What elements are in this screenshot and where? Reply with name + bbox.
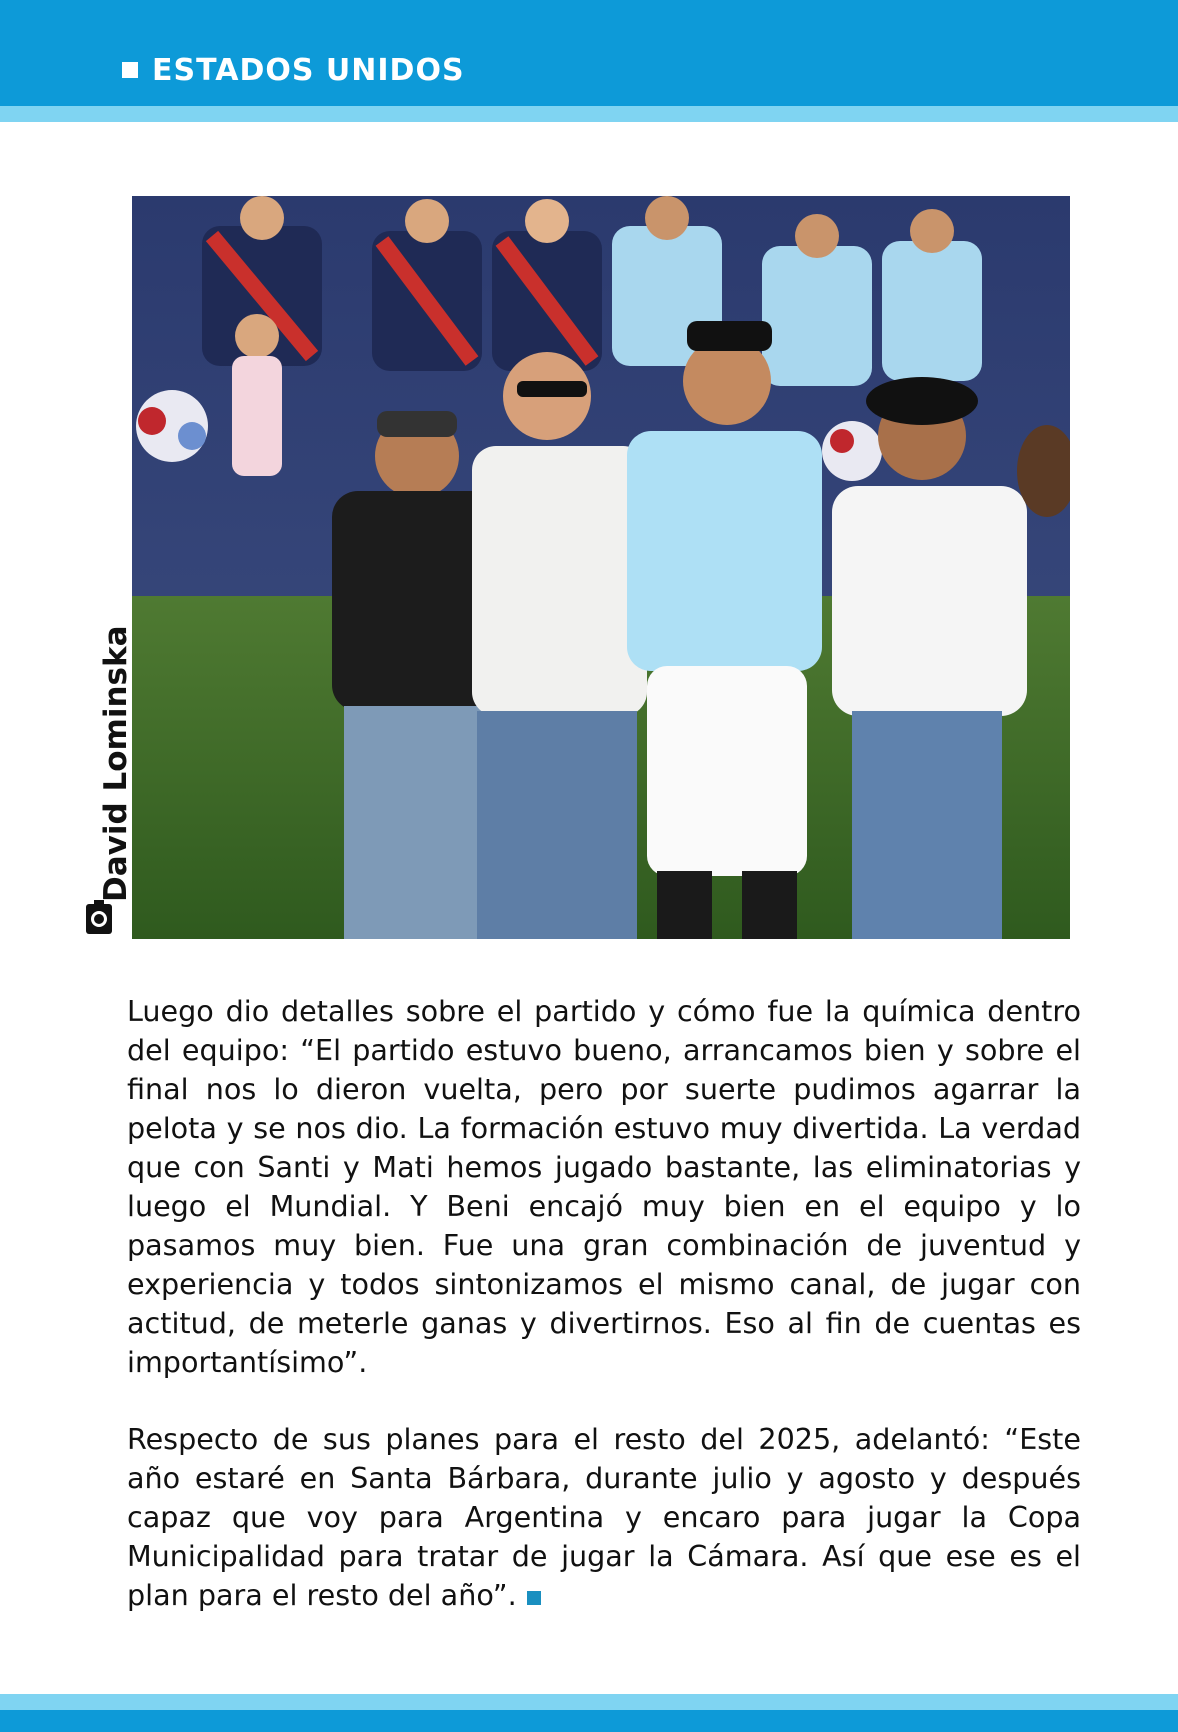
- header-stripe: [0, 106, 1178, 122]
- photo-credit-name: David Lominska: [98, 625, 134, 902]
- footer-stripe: [0, 1694, 1178, 1710]
- photo-credit: [78, 620, 134, 940]
- end-of-article-mark-icon: [527, 1591, 541, 1605]
- section-label: [122, 48, 465, 92]
- paragraph-1-text: Luego dio detalles sobre el partido y cómo fue la química dentro del equipo: “El partido estuvo bueno, arrancamos bien y sobre el final nos lo dieron vuelta, pero por suerte pudimos agarrar la pelota y se nos dio. La formación estuvo muy divertida. La verdad que con Santi y Mati hemos jugado bastante, las eliminatorias y luego el Mundial. Y Beni encajó muy bien en el equipo y lo pasamos muy bien. Fue una gran combinación de juventud y experiencia y todos sintonizamos el mismo canal, de jugar con actitud, de meterle ganas y divertirnos. Eso al fin de cuentas es importantísimo”.: [127, 994, 1081, 1379]
- section-square-icon: [122, 62, 138, 78]
- article-photo: [132, 196, 1070, 939]
- article-body: [127, 992, 1081, 1653]
- camera-icon: [84, 898, 114, 938]
- section-title: ESTADOS UNIDOS: [152, 52, 465, 88]
- photo-illustration: [132, 196, 1070, 939]
- paragraph-2-text: Respecto de sus planes para el resto del 2025, adelantó: “Este año estaré en Santa Bárbara, durante julio y agosto y después capaz que voy para Argentina y encaro para jugar la Copa Municipalidad para tratar de jugar la Cámara. Así que ese es el plan para el resto del año”.: [127, 1422, 1081, 1612]
- article-paragraph-2: [127, 1420, 1081, 1615]
- footer-band: [0, 1710, 1178, 1732]
- article-paragraph-1: [127, 992, 1081, 1382]
